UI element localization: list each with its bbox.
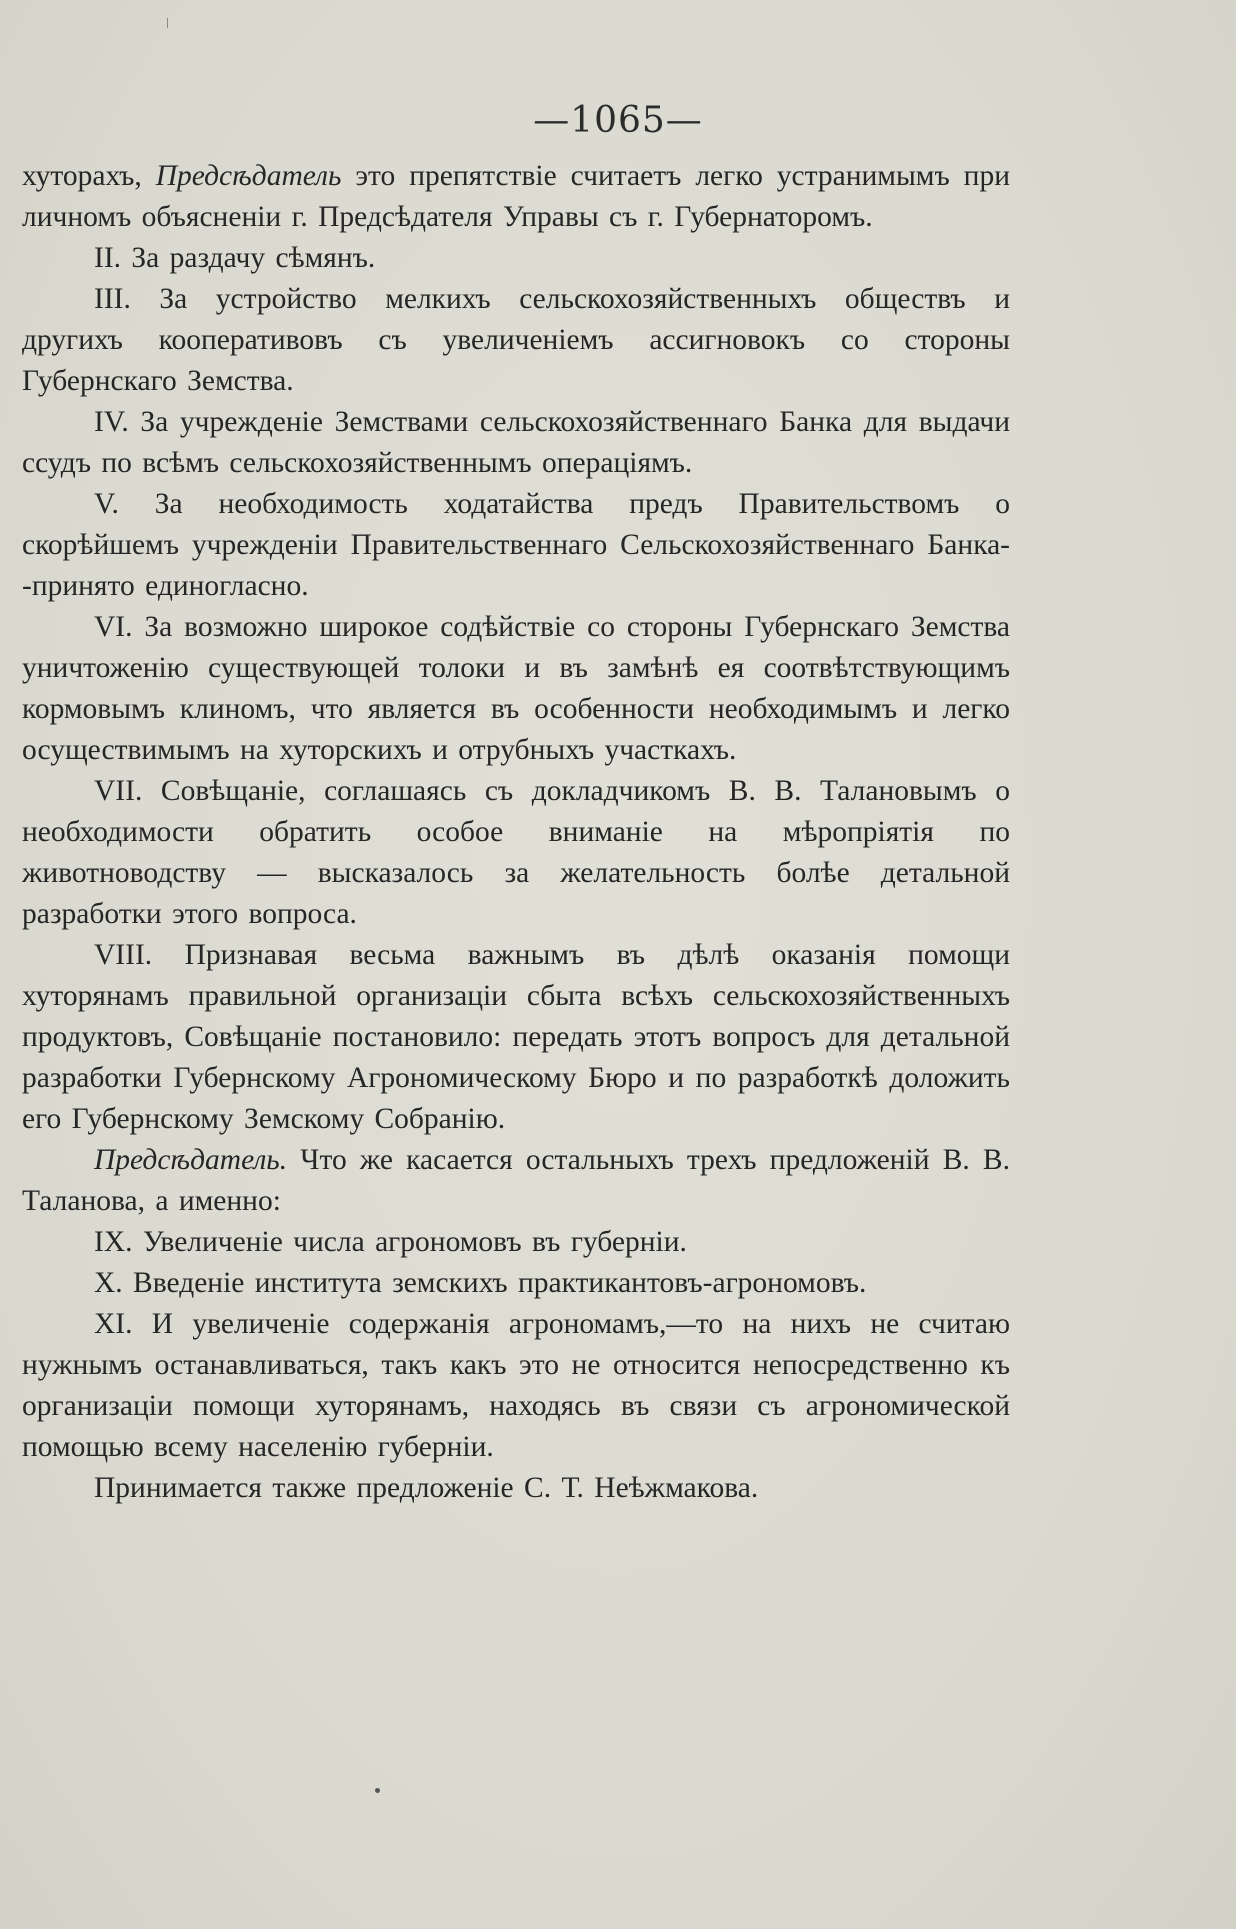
paragraph <box>22 935 1010 1140</box>
speaker-label: Предсѣдатель <box>155 160 342 192</box>
paragraph <box>22 484 1010 607</box>
speaker-label: Предсѣдатель. <box>94 1144 288 1176</box>
paragraph-text: IV. За учрежденіе Земствами сельскохозяйственнаго Банка для выдачи ссудъ по всѣмъ сельскохозяйственнымъ операціямъ. <box>22 406 1010 479</box>
paragraph-text: VIII. Признавая весьма важнымъ въ дѣлѣ оказанія помощи хуторянамъ правильной организаціи сбыта всѣхъ сельскохозяйственныхъ продуктовъ, Совѣщаніе постановило: передать этотъ вопросъ для детальной разработки Губернскому Агрономическому Бюро и по разработкѣ доложить его Губернскому Земскому Собранію. <box>22 939 1010 1135</box>
paragraph <box>22 238 1010 279</box>
paragraph-text: Принимается также предложеніе С. Т. Неѣжмакова. <box>94 1472 759 1504</box>
paragraph-text: VI. За возможно широкое содѣйствіе со стороны Губернскаго Земства уничтоженію существующей толоки и въ замѣнѣ ея соотвѣтствующимъ кормовымъ клиномъ, что является въ особенности необходимымъ и легко осуществимымъ на хуторскихъ и отрубныхъ участкахъ. <box>22 611 1010 766</box>
body-text <box>22 156 1010 1509</box>
paragraph-text: IX. Увеличеніе числа агрономовъ въ губерніи. <box>94 1226 687 1258</box>
paragraph <box>22 402 1010 484</box>
paragraph-text: III. За устройство мелкихъ сельскохозяйственныхъ обществъ и другихъ кооперативовъ съ увеличеніемъ ассигновокъ со стороны Губернскаго Земства. <box>22 283 1010 397</box>
page-number: —1065— <box>533 100 703 141</box>
paragraph-text: X. Введеніе института земскихъ практикантовъ-агрономовъ. <box>94 1267 867 1299</box>
paragraph <box>22 1263 1010 1304</box>
paragraph <box>22 1468 1010 1509</box>
paragraph <box>22 1304 1010 1468</box>
paragraph <box>22 607 1010 771</box>
paragraph-text: V. За необходимость ходатайства предъ Правительствомъ о скорѣйшемъ учрежденіи Правительственнаго Сельскохозяйственнаго Банка- -принято единогласно. <box>22 488 1010 602</box>
paragraph-text: II. За раздачу сѣмянъ. <box>94 242 376 274</box>
paragraph-text: Что же касается остальныхъ трехъ предложеній В. В. Таланова, а именно: <box>22 1144 1010 1217</box>
paragraph <box>22 771 1010 935</box>
paragraph <box>22 1222 1010 1263</box>
scan-mark <box>167 18 168 28</box>
paragraph-text: VII. Совѣщаніе, соглашаясь съ докладчикомъ В. В. Талановымъ о необходимости обратить особое вниманіе на мѣропріятія по животноводству — высказалось за желательность болѣе детальной разработки этого вопроса. <box>22 775 1010 930</box>
paragraph <box>22 156 1010 238</box>
paragraph <box>22 279 1010 402</box>
paragraph-text: это препятствіе считаетъ легко устранимымъ при личномъ объясненіи г. Предсѣдателя Управы съ г. Губернаторомъ. <box>22 160 1010 233</box>
paragraph <box>22 1140 1010 1222</box>
ink-speck <box>375 1788 380 1793</box>
paragraph-text: XI. И увеличеніе содержанія агрономамъ,—то на нихъ не считаю нужнымъ останавливаться, такъ какъ это не относится непосредственно къ организаціи помощи хуторянамъ, находясь въ связи съ агрономической помощью всему населенію губерніи. <box>22 1308 1010 1463</box>
paragraph-text: хуторахъ, <box>22 160 156 192</box>
